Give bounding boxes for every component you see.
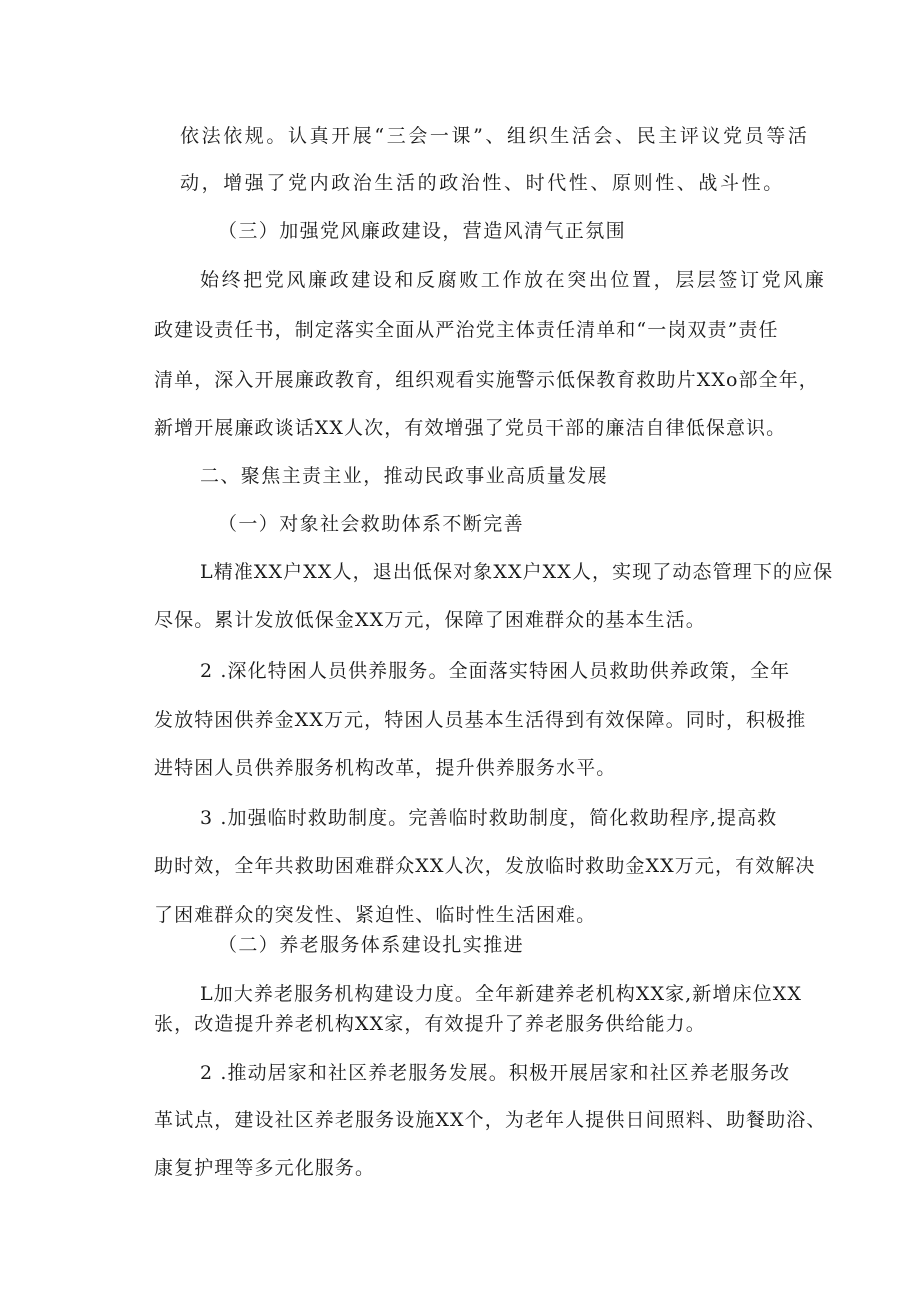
paragraph-line: 助时效，全年共救助困难群众XX人次，发放临时救助金XX万元，有效解决 xyxy=(154,855,816,877)
paragraph-line: L精准XX户XX人，退出低保对象XX户XX人，实现了动态管理下的应保 xyxy=(200,561,834,583)
paragraph-line: 3 .加强临时救助制度。完善临时救助制度，简化救助程序,提高救 xyxy=(200,807,778,829)
paragraph-line: 康复护理等多元化服务。 xyxy=(154,1157,376,1179)
section-heading: （三）加强党风廉政建设，营造风清气正氛围 xyxy=(218,220,627,242)
paragraph-line: 了困难群众的突发性、紧迫性、临时性生活困难。 xyxy=(154,904,597,926)
paragraph-line: 2 .推动居家和社区养老服务发展。积极开展居家和社区养老服务改 xyxy=(200,1062,791,1084)
paragraph-line: 政建设责任书，制定落实全面从严治党主体责任清单和“一岗双责”责任 xyxy=(154,319,779,341)
paragraph-line: 革试点，建设社区养老服务设施XX个，为老年人提供日间照料、助餐助浴、 xyxy=(154,1109,827,1131)
section-heading: 二、聚焦主责主业，推动民政事业高质量发展 xyxy=(200,465,609,487)
paragraph-line: 始终把党风廉政建设和反腐败工作放在突出位置，层层签订党风廉 xyxy=(200,269,827,291)
subsection-heading: （一）对象社会救助体系不断完善 xyxy=(218,513,525,535)
paragraph-line: 发放特困供养金XX万元，特困人员基本生活得到有效保障。同时，积极推 xyxy=(154,709,807,731)
paragraph-line: 动，增强了党内政治生活的政治性、时代性、原则性、战斗性。 xyxy=(180,172,785,194)
paragraph-line: 进特困人员供养服务机构改革，提升供养服务水平。 xyxy=(154,757,617,779)
paragraph-line: 尽保。累计发放低保金XX万元，保障了困难群众的基本生活。 xyxy=(154,609,706,631)
paragraph-line: L加大养老服务机构建设力度。全年新建养老机构XX家,新增床位XX xyxy=(200,983,802,1005)
paragraph-line: 依法依规。认真开展“三会一课”、组织生活会、民主评议党员等活 xyxy=(180,125,810,147)
paragraph-line: 新增开展廉政谈话XX人次，有效增强了党员干部的廉洁自律低保意识。 xyxy=(154,417,787,439)
paragraph-line: 张，改造提升养老机构XX家，有效提升了养老服务供给能力。 xyxy=(154,1013,706,1035)
paragraph-line: 清单，深入开展廉政教育，组织观看实施警示低保教育救助片XXo部全年， xyxy=(154,369,819,391)
paragraph-line: 2 .深化特困人员供养服务。全面落实特困人员救助供养政策，全年 xyxy=(200,660,791,682)
subsection-heading: （二）养老服务体系建设扎实推进 xyxy=(218,934,525,956)
